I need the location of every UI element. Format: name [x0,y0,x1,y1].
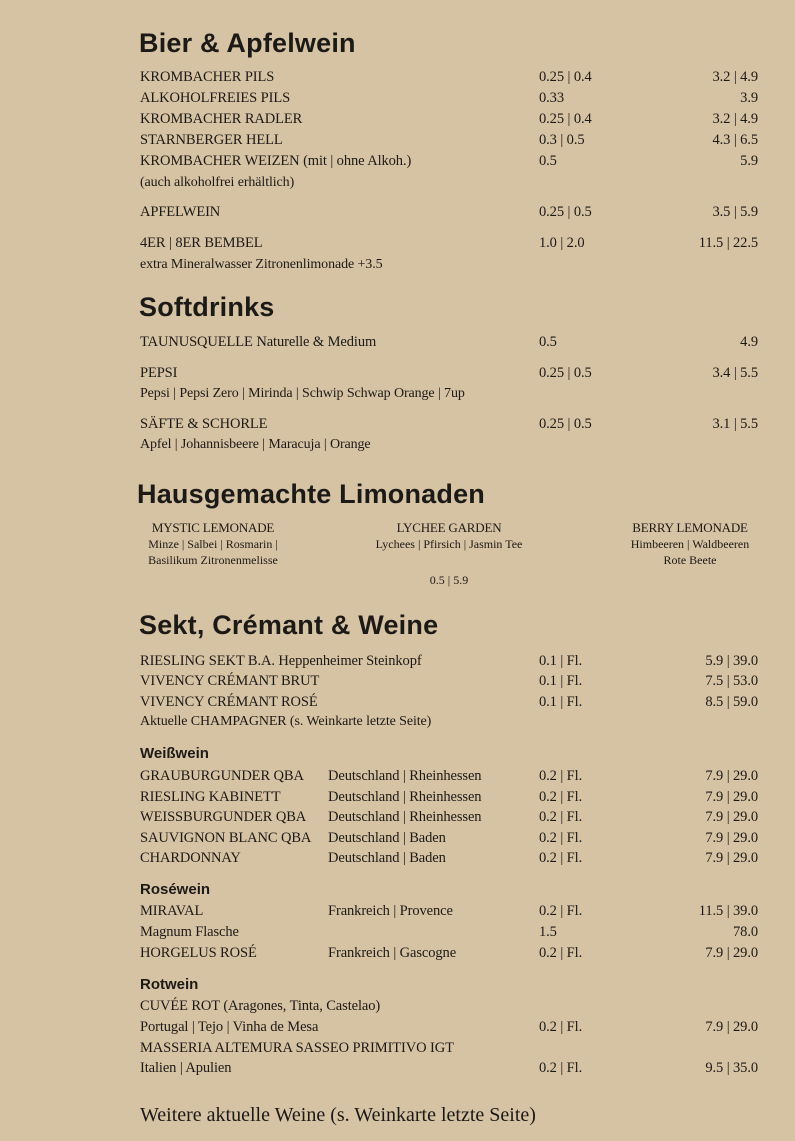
item-size: 0.2 | Fl. [539,1060,583,1076]
item-price: 7.5 | 53.0 [705,673,758,689]
item-name: WEISSBURGUNDER QBA [140,809,307,825]
item-price: 3.2 | 4.9 [712,69,758,85]
item-price: 5.9 | 39.0 [705,653,758,669]
item-price: 7.9 | 29.0 [705,850,758,866]
item-price: 11.5 | 39.0 [698,903,758,919]
item-name: CUVÉE ROT (Aragones, Tinta, Castelao) [140,998,381,1014]
item-name: VIVENCY CRÉMANT BRUT [140,673,320,689]
limonade-size-price: 0.5 | 5.9 [429,573,469,587]
item-size: 0.2 | Fl. [539,903,583,919]
limonade-ingredients: Basilikum Zitronenmelisse [148,553,278,567]
item-origin: Portugal | Tejo | Vinha de Mesa [140,1019,319,1035]
item-size: 0.2 | Fl. [539,850,583,866]
item-name: RIESLING SEKT B.A. Heppenheimer Steinkopf [140,653,422,669]
item-price: 4.9 [740,334,758,350]
item-price: 3.2 | 4.9 [712,111,758,127]
limonade-ingredients: Rote Beete [663,553,717,567]
limonade-ingredients: Minze | Salbei | Rosmarin | [148,537,278,551]
item-name: SAUVIGNON BLANC QBA [140,830,312,846]
limonade-title: BERRY LEMONADE [632,520,748,535]
limonade-title: MYSTIC LEMONADE [151,520,275,535]
item-size: 0.2 | Fl. [539,809,583,825]
item-note: extra Mineralwasser Zitronenlimonade +3.5 [140,257,383,272]
item-name: MASSERIA ALTEMURA SASSEO PRIMITIVO IGT [140,1040,454,1056]
item-origin: Frankreich | Provence [328,903,453,919]
limonade-title: LYCHEE GARDEN [396,520,502,535]
section-title-bier: Bier & Apfelwein [139,28,356,58]
item-size: 0.25 | 0.5 [539,416,592,432]
item-note: (auch alkoholfrei erhältlich) [140,175,295,190]
item-price: 3.9 [740,90,758,106]
item-price: 9.5 | 35.0 [705,1060,758,1076]
item-size: 1.0 | 2.0 [539,235,585,251]
item-name: KROMBACHER PILS [140,69,275,85]
item-note: Pepsi | Pepsi Zero | Mirinda | Schwip Schwap Orange | 7up [140,386,465,401]
item-note: Aktuelle CHAMPAGNER (s. Weinkarte letzte Seite) [140,714,432,729]
item-price: 3.1 | 5.5 [712,416,758,432]
section-title-limonaden: Hausgemachte Limonaden [137,479,485,509]
subsection-title-weisswein: Weißwein [140,745,209,762]
item-price: 3.5 | 5.9 [712,204,758,220]
item-name: VIVENCY CRÉMANT ROSÉ [140,694,318,710]
item-origin: Deutschland | Rheinhessen [328,809,482,825]
subsection-title-rosewein: Roséwein [140,881,211,898]
limonade-ingredients: Himbeeren | Waldbeeren [630,537,750,551]
item-price: 3.4 | 5.5 [712,365,758,381]
item-origin: Deutschland | Baden [328,830,446,846]
item-name: 4ER | 8ER BEMBEL [140,235,263,251]
item-size: 0.25 | 0.5 [539,365,592,381]
item-price: 7.9 | 29.0 [705,945,758,961]
item-origin: Deutschland | Rheinhessen [328,789,482,805]
item-size: 0.1 | Fl. [539,694,583,710]
item-size: 0.25 | 0.4 [539,69,592,85]
item-name: Magnum Flasche [140,924,239,940]
item-size: 0.2 | Fl. [539,830,583,846]
item-size: 0.5 [539,334,557,350]
item-size: 1.5 [539,924,557,940]
item-name: TAUNUSQUELLE Naturelle & Medium [140,334,377,350]
item-price: 5.9 [740,153,758,169]
limonade-lychee [349,520,549,552]
item-size: 0.25 | 0.5 [539,204,592,220]
section-title-weine: Sekt, Crémant & Weine [139,610,439,640]
item-name: KROMBACHER WEIZEN (mit | ohne Alkoh.) [140,153,412,169]
item-name: ALKOHOLFREIES PILS [140,90,291,106]
limonade-berry [600,520,780,568]
item-name: APFELWEIN [140,204,221,220]
item-size: 0.1 | Fl. [539,673,583,689]
item-origin: Frankreich | Gascogne [328,945,457,961]
item-name: SÄFTE & SCHORLE [140,416,268,432]
limonade-mystic [118,520,308,568]
item-price: 7.9 | 29.0 [705,830,758,846]
item-size: 0.3 | 0.5 [539,132,585,148]
item-price: 11.5 | 22.5 [698,235,758,251]
item-name: GRAUBURGUNDER QBA [140,768,304,784]
item-name: HORGELUS ROSÉ [140,945,257,961]
item-price: 8.5 | 59.0 [705,694,758,710]
item-name: MIRAVAL [140,903,204,919]
item-size: 0.2 | Fl. [539,789,583,805]
item-price: 7.9 | 29.0 [705,809,758,825]
item-size: 0.1 | Fl. [539,653,583,669]
item-price: 7.9 | 29.0 [705,789,758,805]
item-note: Apfel | Johannisbeere | Maracuja | Orange [140,437,371,452]
section-title-softdrinks: Softdrinks [139,292,275,322]
item-price: 4.3 | 6.5 [712,132,758,148]
item-size: 0.5 [539,153,557,169]
subsection-title-rotwein: Rotwein [140,976,199,993]
limonade-ingredients: Lychees | Pfirsich | Jasmin Tee [375,537,523,551]
item-size: 0.25 | 0.4 [539,111,592,127]
item-origin: Deutschland | Baden [328,850,446,866]
item-size: 0.2 | Fl. [539,945,583,961]
item-origin: Deutschland | Rheinhessen [328,768,482,784]
item-size: 0.33 [539,90,564,106]
item-size: 0.2 | Fl. [539,768,583,784]
item-size: 0.2 | Fl. [539,1019,583,1035]
item-origin: Italien | Apulien [140,1060,232,1076]
item-price: 7.9 | 29.0 [705,1019,758,1035]
item-name: PEPSI [140,365,178,381]
item-name: STARNBERGER HELL [140,132,283,148]
item-name: RIESLING KABINETT [140,789,281,805]
footer-note: Weitere aktuelle Weine (s. Weinkarte letzte Seite) [140,1104,536,1126]
item-name: KROMBACHER RADLER [140,111,303,127]
item-price: 78.0 [733,924,758,940]
item-name: CHARDONNAY [140,850,241,866]
item-price: 7.9 | 29.0 [705,768,758,784]
